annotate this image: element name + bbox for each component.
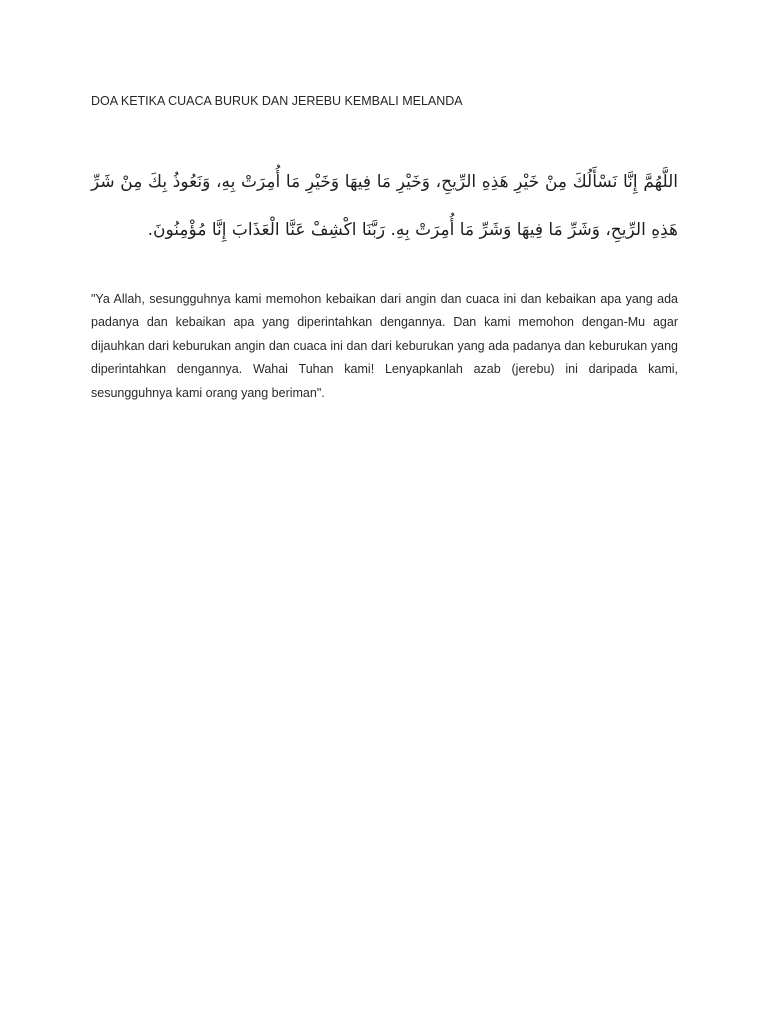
arabic-prayer-text: اللَّهُمَّ إِنَّا نَسْأَلُكَ مِنْ خَيْرِ هَذِهِ الرِّيحِ، وَخَيْرِ مَا فِيهَا وَخَيْرِ مَا أُمِرَتْ بِهِ، وَنَعُوذُ بِكَ مِنْ شَرِّ هَذِهِ الرِّيحِ، وَشَرِّ مَا فِيهَا وَشَرِّ مَا أُمِرَتْ بِهِ. رَبَّنَا اكْشِفْ عَنَّا الْعَذَابَ إِنَّا مُؤْمِنُونَ. [91,172,678,240]
translation-paragraph: "Ya Allah, sesungguhnya kami memohon kebaikan dari angin dan cuaca ini dan kebaikan apa yang ada padanya dan kebaikan apa yang diperintahkan dengannya. Dan kami memohon dengan-Mu agar dijauhkan dari keburukan angin dan cuaca ini dan dari keburukan yang ada padanya dan keburukan yang diperintahkan dengannya. Wahai Tuhan kami! Lenyapkanlah azab (jerebu) ini daripada kami, sesungguhnya kami orang yang beriman". [91,292,678,400]
document-title: DOA KETIKA CUACA BURUK DAN JEREBU KEMBALI MELANDA [91,94,463,108]
